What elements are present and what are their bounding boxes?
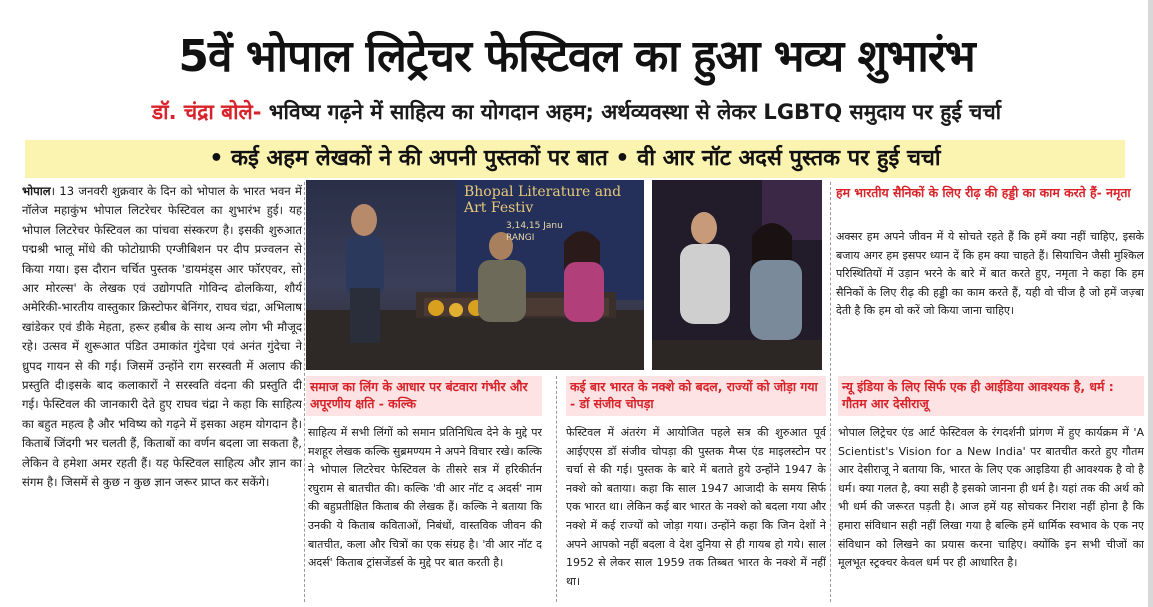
banner-venue: RANGI [506, 233, 535, 243]
right-column-body: अक्सर हम अपने जीवन में ये सोचते रहते हैं कि हमें क्या नहीं चाहिए, इसके बजाय अगर हम इसपर ध्यान दें कि हम क्या चाहते हैं। सियाचिन जैसी मुश्किल परिस्थितियों में उड़ान भरने के बारे में बात करते हुए, नमृता ने कहा कि हम सैनिकों के लिए रीढ़ की हड्डी का काम करते हैं, यही वो चीज है जो हमें जज़्बा देती है कि हम वो करें जो किया जाना चाहिए। [836, 230, 1144, 318]
festival-banner-dates [506, 220, 563, 244]
dateline: भोपाल [22, 184, 51, 198]
fourth-column-heading: न्यू इंडिया के लिए सिर्फ एक ही आईडिया आवश्यक है, धर्म : गौतम आर देसीराजू [838, 376, 1144, 416]
headline: 5वें भोपाल लिट्रेचर फेस्टिवल का हुआ भव्य शुभारंभ [178, 31, 975, 82]
highlight-bullets: • कई अहम लेखकों ने की अपनी पुस्तकों पर बात • वी आर नॉट अदर्स पुस्तक पर हुई चर्चा [25, 140, 1125, 178]
column-divider [304, 182, 305, 602]
third-column-heading: कई बार भारत के नक्शे को बदल, राज्यों को जोड़ा गया - डॉ संजीव चोपड़ा [566, 376, 826, 416]
festival-banner-text: Bhopal Literature and Art Festiv [464, 184, 622, 216]
banner-dates: 3,14,15 Janu [506, 221, 563, 231]
subheadline [0, 94, 1153, 130]
left-column-body: । 13 जनवरी शुक्रवार के दिन को भोपाल के भारत भवन में नॉलेज महाकुंभ भोपाल लिटरेचर फेस्टिवल का शुभारंभ हुई। यह भोपाल लिटरेचर फेस्टिवल का पांचवा संस्करण है। इसकी शुरुआत पद्मश्री भालू मोंधे की फोटोग्राफी एग्जीबिशन पर दीप प्रज्वलन से किया गया। इस दौरान चर्चित पुस्तक 'डायमंड्स आर फॉरएवर, सो आर मोरल्स' के लेखक एवं उद्योगपति गोविन्द ढोलकिया, शौर्य अमेरिकी-भारतीय वास्तुकार क्रिस्टोफर बेनिंगर, राघव चंद्रा, अभिलाष खांडेकर एवं डीके मेहता, हरूर हबीब के साथ अन्य लोग भी मौजूद रहे। उत्सव में शुरूआत पंडित उमाकांत गुंदेचा एवं अनंत गुंदेचा ने ध्रुपद गायन से की गई। जिसमें उन्होंने राग सरस्वती में अलाप की प्रस्तुति दी।इसके बाद कलाकारों ने सरस्वति वंदना की प्रस्तुति दी गई। फेस्टिवल की जानकारी देते हुए राघव चंद्रा ने कहा कि साहित्य का बहुत महत्व है और भविष्य को गढ़ने में इसका अहम योगदान है। किताबें जिंदगी भर चलती हैं, किताबों का वर्णन बदला जा सकता है, लेकिन वे हमेशा अमर रहती हैं। यह फेस्टिवल साहित्य और ज्ञान का संगम है। जिसमें से कुछ न कुछ ज्ञान जरूर प्राप्त कर सकेंगे। [22, 184, 302, 490]
right-column-heading: हम भारतीय सैनिकों के लिए रीढ़ की हड्डी का काम करते हैं- नमृता [836, 185, 1131, 200]
speakers-photo [652, 180, 822, 370]
column-divider [830, 182, 831, 602]
panel-discussion-photo [306, 180, 644, 370]
fourth-column-body: भोपाल लिट्रेचर एंड आर्ट फेस्टिवल के रंगदर्शनी प्रांगण में हुए कार्यक्रम में 'A Scientist's Vision for a New India' पर बातचीत करते हुए गौतम आर देसीराजू ने बताया कि, भारत के लिए एक आइडिया ही आवश्यक है वो है धर्म। क्या गलत है, क्या सही है इसको जानना ही धर्म है। यहां तक की अर्थ को भी धर्म की जरूरत पड़ती है। आज हमें यह सोचकर निराश नहीं होना है कि हमारा संविधान सही नहीं लिखा गया है बल्कि हमें धार्मिक स्वभाव के एक नए संविधान को लिखने का प्रयास करना चाहिए। क्योंकि इन सभी चीजों का मूलभूत स्ट्रक्चर केवल धर्म पर ही आधारित है। [838, 426, 1144, 570]
third-column-body: फेस्टिवल में अंतरंग में आयोजित पहले सत्र की शुरुआत पूर्व आईएएस डॉ संजीव चोपड़ा की पुस्तक मैप्स एंड माइलस्टोन पर चर्चा से की गई। पुस्तक के बारे में बताते हुये उन्होंने 1947 के नक्शे को बताया। कहा कि साल 1947 आजादी के समय सिर्फ एक भारत था। लेकिन कई बार भारत के नक्शे को बदला गया और नक्शे में कई राज्यों को जोड़ा गया। उन्होंने कहा कि जिन देशों ने अपने आपको नहीं बदला वे देश दुनिया से ही गायब हो गये। साल 1952 से लेकर साल 1959 तक तिब्बत भारत के नक्शे में नहीं था। [566, 426, 826, 588]
subhead-text: भविष्य गढ़ने में साहित्य का योगदान अहम; अर्थव्यवस्था से लेकर LGBTQ समुदाय पर हुई चर्चा [261, 100, 1002, 124]
mid-column-body: साहित्य में सभी लिंगों को समान प्रतिनिधित्व देने के मुद्दे पर मशहूर लेखक कल्कि सुब्रमण्यम ने अपने विचार रखे। कल्कि ने भोपाल लिटरेचर फेस्टिवल के तीसरे सत्र में हरिकीर्तन रघुराम से बातचीत की। कल्कि 'वी आर नॉट द अदर्स' नाम की बहुप्रतीक्षित किताब की लेखक हैं। कल्कि ने बताया कि उनकी ये किताब कविताओं, निबंधों, वास्तविक जीवन की बातचीत, कला और चित्रों का एक संग्रह है। 'वी आर नॉट द अदर्स' किताब ट्रांसजेंडर्स के मुद्दे पर बात करती है। [308, 426, 542, 570]
left-column-article [22, 182, 302, 602]
column-divider [556, 376, 557, 602]
speakers-photo-illustration [652, 180, 822, 370]
subhead-speaker: डॉ. चंद्रा बोले- [151, 100, 262, 124]
page-edge [1148, 0, 1153, 607]
mid-column-heading: समाज का लिंग के आधार पर बंटवारा गंभीर और अपूरणीय क्षति - कल्कि [306, 376, 542, 416]
